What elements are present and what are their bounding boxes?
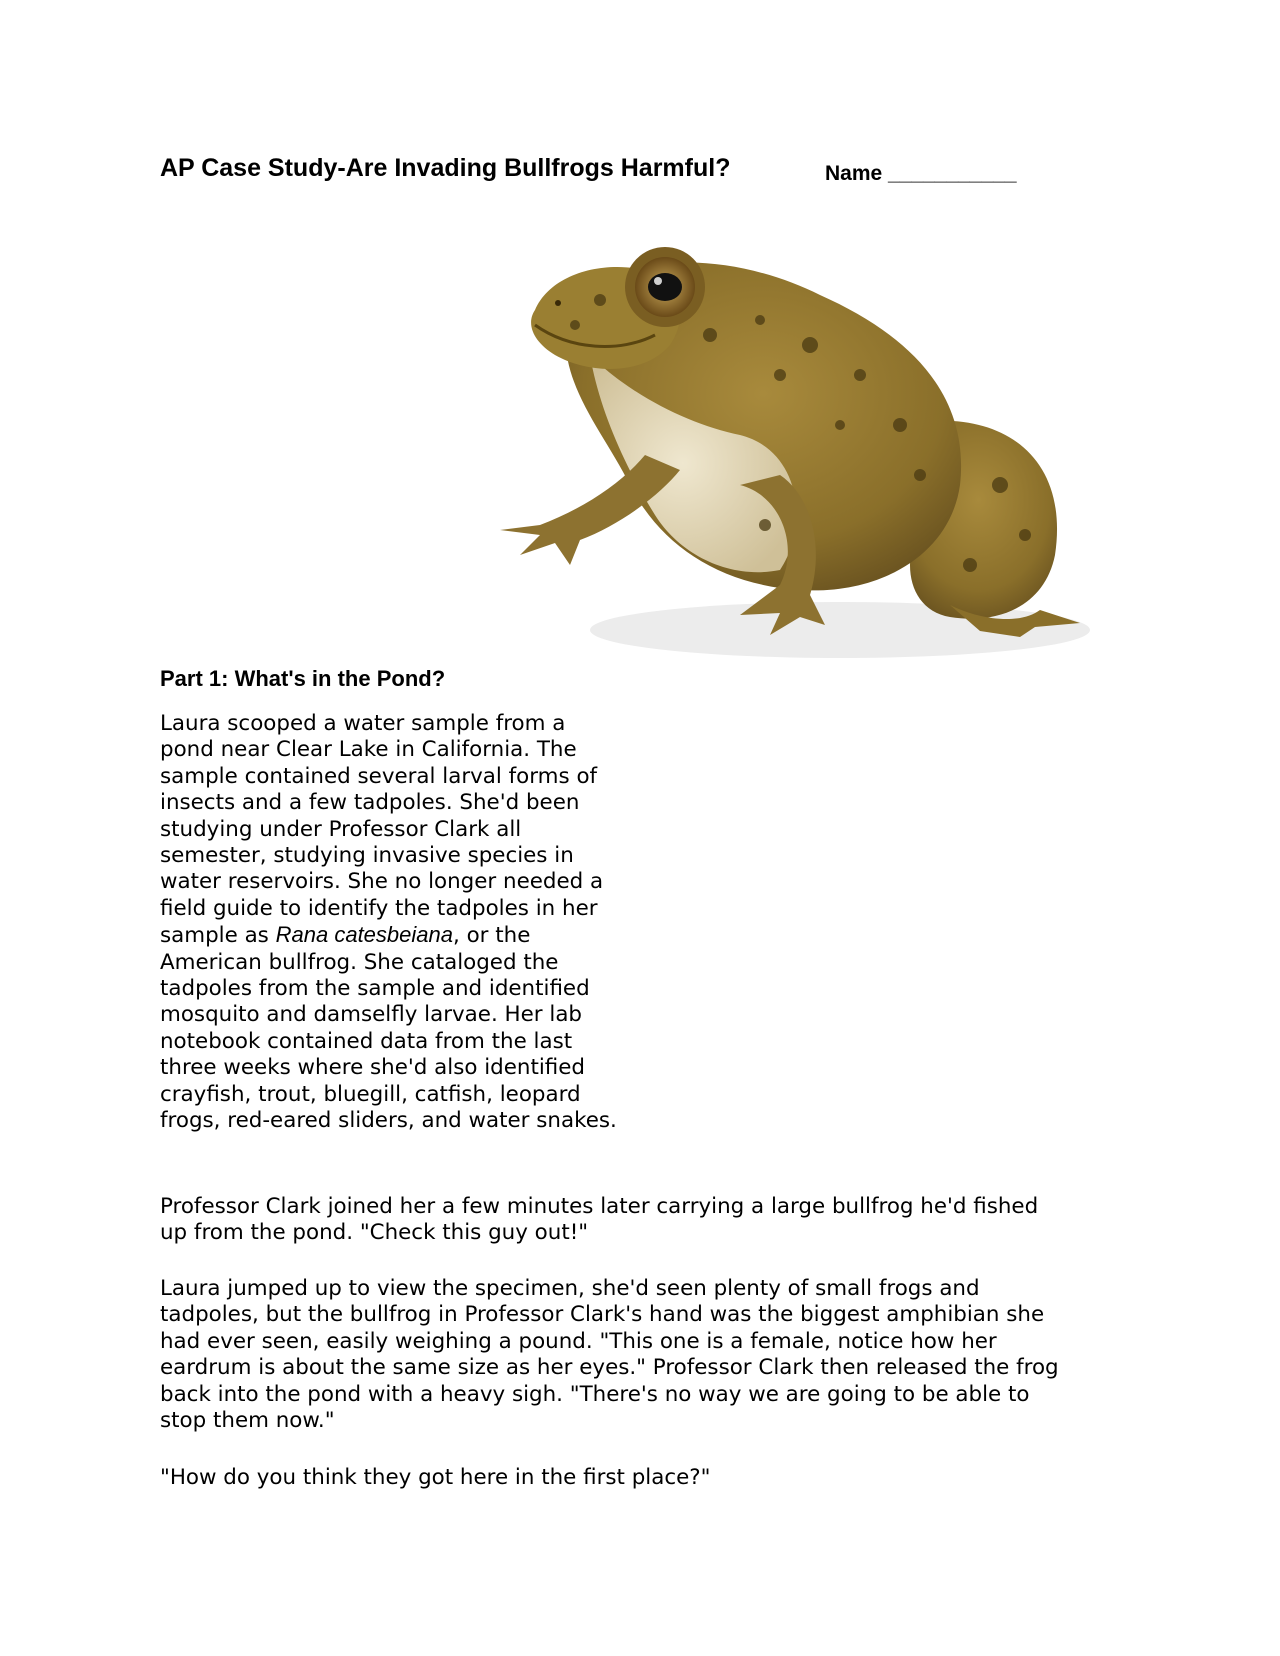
bullfrog-image	[480, 225, 1110, 685]
species-name: Rana catesbeiana	[275, 922, 453, 948]
name-field	[825, 162, 1017, 186]
paragraph-1-text-b: , or the American bullfrog. She cataloged the tadpoles from the sample and identified mosquito and damselfly larvae. Her lab notebook contained data from the last three weeks where she'd also identified crayfish, trout, bluegill, catfish, leopard frogs, red-eared sliders, and water snakes.	[160, 923, 617, 1134]
frog-pupil	[648, 273, 682, 301]
paragraph-1	[160, 711, 620, 1135]
document-title: AP Case Study-Are Invading Bullfrogs Harmful?	[160, 154, 731, 182]
name-label: Name	[825, 162, 883, 185]
section-heading: Part 1: What's in the Pond?	[160, 666, 446, 691]
paragraph-4: "How do you think they got here in the first place?"	[160, 1465, 711, 1490]
paragraph-2: Professor Clark joined her a few minutes later carrying a large bullfrog he'd fished up from the pond. "Check this guy out!"	[160, 1194, 1039, 1246]
paragraph-1-text-a: Laura scooped a water sample from a pond near Clear Lake in California. The sample contained several larval forms of insects and a few tadpoles. She'd been studying under Professor Clark all semester, studying invasive species in water reservoirs. She no longer needed a field guide to identify the tadpoles in her sample as	[160, 711, 604, 949]
paragraph-3: Laura jumped up to view the specimen, she'd seen plenty of small frogs and tadpoles, but the bullfrog in Professor Clark's hand was the biggest amphibian she had ever seen, easily weighing a pound. "This one is a female, notice how her eardrum is about the same size as her eyes." Professor Clark then released the frog back into the pond with a heavy sigh. "There's no way we are going to be able to stop them now."	[160, 1276, 1059, 1434]
name-blank[interactable]: ___________	[888, 162, 1017, 185]
